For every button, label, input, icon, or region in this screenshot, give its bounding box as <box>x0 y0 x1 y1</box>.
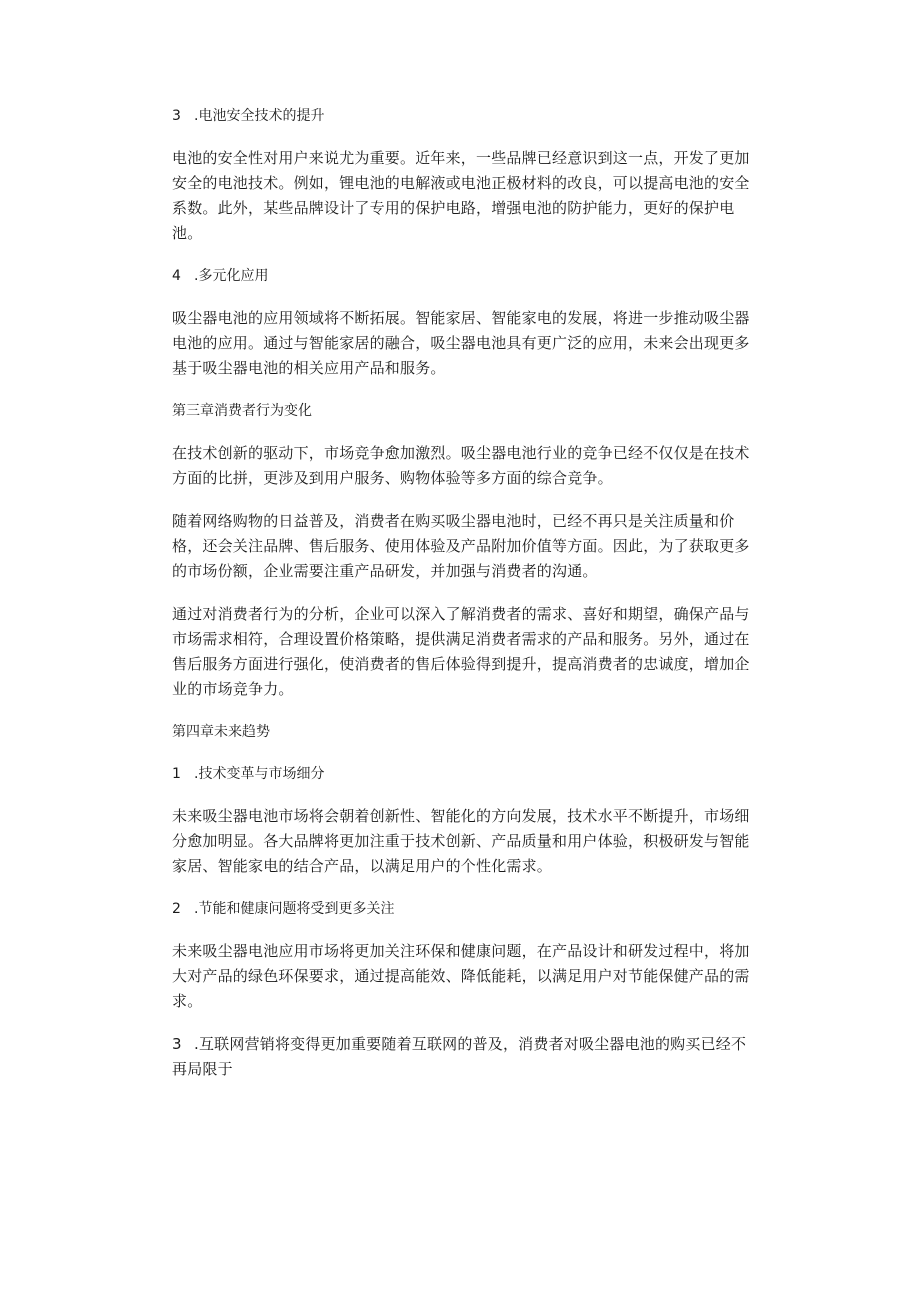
chapter-heading-consumer-behavior: 第三章消费者行为变化 <box>172 403 312 419</box>
paragraph-energy-health: 未来吸尘器电池应用市场将更加关注环保和健康问题，在产品设计和研发过程中，将加大对产品的绿色环保要求，通过提高能效、降低能耗，以满足用户对节能保健产品的需求。 <box>172 942 750 1010</box>
section-title: .多元化应用 <box>194 268 269 284</box>
document-page <box>172 104 750 1082</box>
section-number: 4 <box>172 268 181 284</box>
paragraph-consumer-analysis: 通过对消费者行为的分析，企业可以深入了解消费者的需求、喜好和期望，确保产品与市场需求相符，合理设置价格策略，提供满足消费者需求的产品和服务。另外，通过在售后服务方面进行强化，使消费者的售后体验得到提升，提高消费者的忠诚度，增加企业的市场竞争力。 <box>172 605 750 698</box>
section-title: .节能和健康问题将受到更多关注 <box>194 901 395 917</box>
paragraph-battery-safety: 电池的安全性对用户来说尤为重要。近年来，一些品牌已经意识到这一点，开发了更加安全的电池技术。例如，锂电池的电解液或电池正极材料的改良，可以提高电池的安全系数。此外，某些品牌设计了专用的保护电路，增强电池的防护能力，更好的保护电池。 <box>172 149 750 242</box>
section-number: 1 <box>172 766 181 782</box>
section-heading-energy-health <box>172 897 750 922</box>
section-heading-tech-change <box>172 762 750 787</box>
paragraph-diversified-application: 吸尘器电池的应用领域将不断拓展。智能家居、智能家电的发展，将进一步推动吸尘器电池的应用。通过与智能家居的融合，吸尘器电池具有更广泛的应用，未来会出现更多基于吸尘器电池的相关应用产品和服务。 <box>172 309 750 377</box>
section-title: .电池安全技术的提升 <box>194 108 325 124</box>
section-title: .互联网营销将变得更加重要随着互联网的普及，消费者对吸尘器电池的购买已经不再局限于 <box>172 1035 747 1078</box>
paragraph-market-competition: 在技术创新的驱动下，市场竞争愈加激烈。吸尘器电池行业的竞争已经不仅仅是在技术方面的比拼，更涉及到用户服务、购物体验等多方面的综合竞争。 <box>172 444 750 487</box>
section-number: 3 <box>172 1035 182 1053</box>
chapter-heading-future-trends: 第四章未来趋势 <box>172 724 270 740</box>
section-heading-internet-marketing <box>172 1032 750 1082</box>
paragraph-online-shopping: 随着网络购物的日益普及，消费者在购买吸尘器电池时，已经不再只是关注质量和价格，还会关注品牌、售后服务、使用体验及产品附加价值等方面。因此，为了获取更多的市场份额，企业需要注重产品研发，并加强与消费者的沟通。 <box>172 512 750 580</box>
section-heading-battery-safety <box>172 104 750 129</box>
section-number: 2 <box>172 901 181 917</box>
section-number: 3 <box>172 108 181 124</box>
section-title: .技术变革与市场细分 <box>194 766 325 782</box>
section-heading-diversified-application <box>172 264 750 289</box>
paragraph-tech-change: 未来吸尘器电池市场将会朝着创新性、智能化的方向发展，技术水平不断提升，市场细分愈加明显。各大品牌将更加注重于技术创新、产品质量和用户体验，积极研发与智能家居、智能家电的结合产品，以满足用户的个性化需求。 <box>172 807 750 875</box>
